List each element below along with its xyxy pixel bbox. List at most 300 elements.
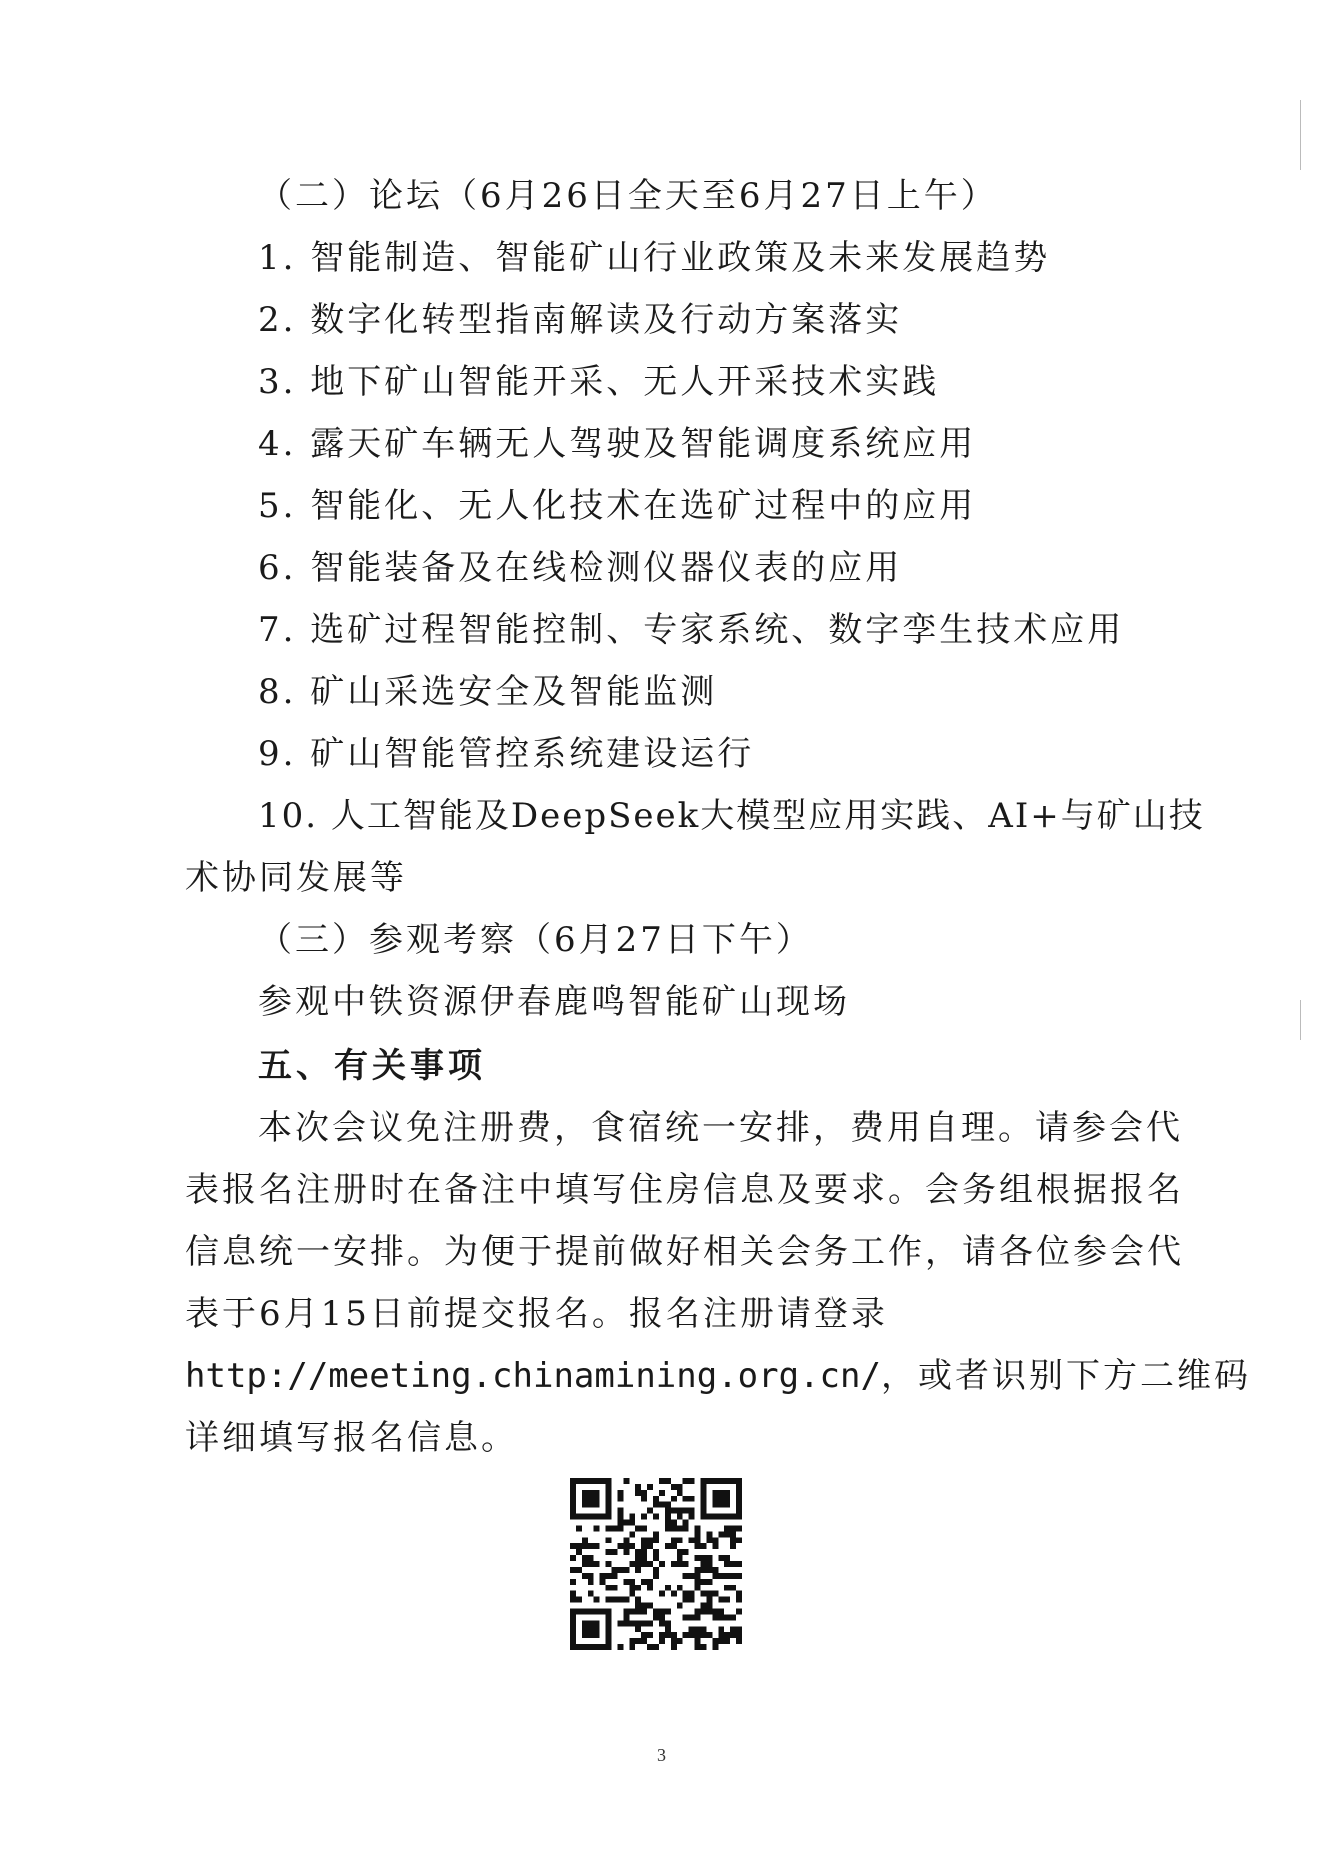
qr-module [629,1591,635,1597]
qr-module [695,1579,701,1585]
qr-module [635,1567,641,1573]
qr-module [576,1525,582,1531]
qr-module [665,1626,671,1632]
qr-module [665,1543,671,1549]
forum-item-10-line2: 术协同发展等 [185,858,407,898]
qr-module [653,1537,659,1543]
qr-module [641,1555,647,1561]
qr-module [700,1579,706,1585]
qr-module [641,1490,647,1496]
qr-module [665,1502,671,1508]
qr-module [730,1585,736,1591]
qr-module [606,1585,612,1591]
qr-module [706,1531,712,1537]
qr-module [659,1614,665,1620]
qr-module [623,1520,629,1526]
qr-module [617,1514,623,1520]
qr-module [700,1561,706,1567]
qr-module [594,1525,600,1531]
qr-module [730,1573,736,1579]
qr-module [689,1514,695,1520]
qr-module [700,1567,706,1573]
registration-url-suffix: ，或者识别下方二维码 [880,1356,1251,1396]
qr-module [683,1632,689,1638]
qr-module [683,1591,689,1597]
qr-module [677,1525,683,1531]
qr-module [730,1531,736,1537]
qr-module [683,1478,689,1484]
qr-module [635,1585,641,1591]
qr-module [647,1603,653,1609]
qr-module [730,1543,736,1549]
qr-module [617,1490,623,1496]
qr-module [641,1579,647,1585]
qr-module [612,1585,618,1591]
qr-module [629,1608,635,1614]
qr-module [695,1531,701,1537]
qr-module [606,1561,612,1567]
qr-module [665,1608,671,1614]
qr-module [647,1620,653,1626]
qr-module [641,1632,647,1638]
qr-module [736,1626,742,1632]
qr-module [671,1520,677,1526]
forum-item-7: 7. 选矿过程智能控制、专家系统、数字孪生技术应用 [258,610,1125,650]
qr-module [730,1525,736,1531]
qr-module [582,1543,588,1549]
qr-module [683,1508,689,1514]
qr-module [724,1555,730,1561]
qr-module [570,1579,576,1585]
qr-module [647,1585,653,1591]
qr-module [588,1573,594,1579]
scan-edge-mark [1300,1000,1301,1040]
qr-module [671,1496,677,1502]
qr-module [629,1543,635,1549]
qr-module [706,1561,712,1567]
qr-module [635,1549,641,1555]
qr-module [689,1478,695,1484]
qr-module [629,1531,635,1537]
qr-module [647,1543,653,1549]
qr-module [730,1632,736,1638]
qr-module [718,1531,724,1537]
qr-module [582,1555,588,1561]
matters-para-line-1: 本次会议免注册费，食宿统一安排，费用自理。请参会代 [258,1108,1183,1148]
qr-module [641,1496,647,1502]
qr-module [647,1644,653,1650]
qr-module [712,1573,718,1579]
qr-module [683,1597,689,1603]
qr-module [594,1543,600,1549]
matters-last-line: 详细填写报名信息。 [185,1418,518,1458]
qr-module [665,1478,671,1484]
qr-module [635,1525,641,1531]
qr-module [695,1537,701,1543]
qr-module [683,1525,689,1531]
qr-module [635,1484,641,1490]
qr-module [730,1537,736,1543]
qr-module [659,1591,665,1597]
qr-module [718,1597,724,1603]
qr-module [677,1537,683,1543]
matters-para-line-2: 表报名注册时在备注中填写住房信息及要求。会务组根据报名 [185,1170,1184,1210]
qr-module [588,1555,594,1561]
qr-module [623,1579,629,1585]
qr-module [617,1496,623,1502]
qr-module [570,1567,576,1573]
qr-module [718,1614,724,1620]
qr-module [635,1561,641,1567]
qr-module [629,1585,635,1591]
qr-module [665,1514,671,1520]
qr-module [736,1591,742,1597]
qr-module [683,1496,689,1502]
qr-module [706,1597,712,1603]
qr-module [712,1537,718,1543]
qr-module [695,1632,701,1638]
qr-module [653,1608,659,1614]
qr-module [671,1644,677,1650]
scan-edge-mark [1300,100,1301,170]
qr-module [641,1543,647,1549]
qr-module [677,1508,683,1514]
visit-text: 参观中铁资源伊春鹿鸣智能矿山现场 [258,982,850,1022]
qr-module [635,1597,641,1603]
qr-module [623,1478,629,1484]
qr-module [606,1597,612,1603]
qr-module [718,1608,724,1614]
forum-item-9: 9. 矿山智能管控系统建设运行 [258,734,755,774]
qr-module [623,1567,629,1573]
qr-module [629,1638,635,1644]
qr-module [683,1520,689,1526]
qr-module [617,1525,623,1531]
qr-module [570,1543,576,1549]
qr-module [700,1603,706,1609]
qr-module [689,1626,695,1632]
qr-module [712,1638,718,1644]
qr-module [653,1567,659,1573]
qr-module [683,1573,689,1579]
qr-module [700,1543,706,1549]
forum-item-10-line1: 10. 人工智能及DeepSeek大模型应用实践、AI+与矿山技 [258,796,1205,836]
qr-module [647,1508,653,1514]
qr-module [653,1644,659,1650]
qr-module [659,1620,665,1626]
qr-module [612,1567,618,1573]
qr-module [606,1573,612,1579]
qr-module [653,1614,659,1620]
qr-module [677,1585,683,1591]
qr-module [724,1561,730,1567]
qr-module [659,1502,665,1508]
qr-module [570,1597,576,1603]
qr-module [641,1561,647,1567]
registration-url-link[interactable]: http://meeting.chinamining.org.cn/ [185,1356,881,1396]
qr-module [641,1537,647,1543]
forum-item-1: 1. 智能制造、智能矿山行业政策及未来发展趋势 [258,238,1051,278]
forum-item-2: 2. 数字化转型指南解读及行动方案落实 [258,300,903,340]
qr-module [659,1478,665,1484]
qr-module [623,1597,629,1603]
qr-module [712,1644,718,1650]
qr-module [677,1514,683,1520]
qr-module [724,1573,730,1579]
qr-module [588,1561,594,1567]
qr-module [736,1632,742,1638]
qr-module [706,1537,712,1543]
qr-module [677,1561,683,1567]
matters-para-line-3: 信息统一安排。为便于提前做好相关会务工作，请各位参会代 [185,1232,1184,1272]
qr-module [736,1608,742,1614]
qr-module [606,1537,612,1543]
qr-module [612,1525,618,1531]
qr-module [700,1591,706,1597]
qr-module [695,1555,701,1561]
qr-module [653,1502,659,1508]
qr-module [635,1638,641,1644]
qr-module [576,1549,582,1555]
qr-module [700,1632,706,1638]
qr-module [653,1496,659,1502]
qr-module [582,1561,588,1567]
qr-module [600,1579,606,1585]
qr-module [689,1591,695,1597]
qr-module [635,1626,641,1632]
qr-module [695,1585,701,1591]
qr-module [724,1585,730,1591]
forum-item-8: 8. 矿山采选安全及智能监测 [258,672,718,712]
qr-module [665,1525,671,1531]
qr-module [718,1573,724,1579]
qr-module [677,1603,683,1609]
qr-module [706,1632,712,1638]
qr-module [576,1597,582,1603]
forum-item-6: 6. 智能装备及在线检测仪器仪表的应用 [258,548,903,588]
qr-module [653,1549,659,1555]
qr-module [641,1603,647,1609]
qr-module [606,1549,612,1555]
qr-module [617,1520,623,1526]
qr-module [600,1573,606,1579]
qr-module [712,1608,718,1614]
forum-heading: （二）论坛（6月26日全天至6月27日上午） [258,176,998,216]
qr-module [695,1543,701,1549]
qr-module [617,1620,623,1626]
qr-module [659,1638,665,1644]
forum-item-5: 5. 智能化、无人化技术在选矿过程中的应用 [258,486,977,526]
qr-module [677,1555,683,1561]
qr-module [671,1484,677,1490]
qr-module [665,1508,671,1514]
qr-module [617,1543,623,1549]
qr-module [724,1597,730,1603]
qr-module [570,1555,576,1561]
page-number: 3 [657,1745,666,1765]
qr-module [712,1543,718,1549]
qr-module [665,1632,671,1638]
qr-module [700,1626,706,1632]
qr-module [635,1603,641,1609]
qr-module [689,1508,695,1514]
qr-module [629,1579,635,1585]
qr-module [736,1573,742,1579]
qr-module [695,1614,701,1620]
qr-module [718,1638,724,1644]
qr-module [677,1484,683,1490]
qr-module [629,1644,635,1650]
qr-module [635,1608,641,1614]
qr-module [629,1520,635,1526]
qr-module [617,1644,623,1650]
registration-url-line [185,1356,1251,1396]
qr-module [689,1597,695,1603]
qr-module [671,1525,677,1531]
qr-module [659,1490,665,1496]
qr-module [659,1561,665,1567]
qr-module [588,1543,594,1549]
qr-module [689,1614,695,1620]
qr-module [724,1632,730,1638]
qr-module [712,1591,718,1597]
qr-module [612,1573,618,1579]
qr-module [594,1561,600,1567]
qr-module [671,1638,677,1644]
qr-module [736,1525,742,1531]
qr-module [665,1585,671,1591]
qr-module [588,1579,594,1585]
qr-module [647,1579,653,1585]
qr-module [617,1597,623,1603]
qr-module [653,1573,659,1579]
qr-module [623,1620,629,1626]
matters-para-line-4: 表于6月15日前提交报名。报名注册请登录 [185,1294,888,1334]
qr-module [706,1555,712,1561]
qr-module [718,1626,724,1632]
qr-module [594,1597,600,1603]
qr-module [736,1638,742,1644]
qr-module [653,1514,659,1520]
qr-module [718,1555,724,1561]
qr-module [671,1632,677,1638]
qr-module [677,1638,683,1644]
qr-module [641,1549,647,1555]
qr-module [730,1626,736,1632]
qr-module [647,1537,653,1543]
qr-module [641,1620,647,1626]
qr-module [706,1579,712,1585]
qr-module [671,1543,677,1549]
qr-module [695,1608,701,1614]
qr-module [576,1567,582,1573]
qr-module [683,1561,689,1567]
visit-heading: （三）参观考察（6月27日下午） [258,920,813,960]
qr-module [677,1549,683,1555]
qr-module [623,1608,629,1614]
qr-module [647,1632,653,1638]
forum-item-4: 4. 露天矿车辆无人驾驶及智能调度系统应用 [258,424,977,464]
qr-module [641,1525,647,1531]
qr-module [623,1549,629,1555]
qr-module [641,1514,647,1520]
qr-module [724,1614,730,1620]
qr-module [695,1638,701,1644]
qr-module [695,1644,701,1650]
qr-module [683,1549,689,1555]
qr-module [671,1537,677,1543]
qr-module [659,1608,665,1614]
qr-module [689,1537,695,1543]
qr-module [635,1620,641,1626]
qr-module [700,1644,706,1650]
qr-module [623,1537,629,1543]
qr-module [671,1591,677,1597]
qr-module [671,1561,677,1567]
qr-module [700,1555,706,1561]
qr-module [647,1484,653,1490]
qr-module [695,1567,701,1573]
qr-module [695,1525,701,1531]
qr-module [736,1597,742,1603]
qr-module [695,1626,701,1632]
qr-module [724,1638,730,1644]
qr-module [724,1525,730,1531]
matters-heading: 五、有关事项 [258,1046,486,1086]
qr-module [730,1614,736,1620]
qr-module [724,1531,730,1537]
qr-module [576,1543,582,1549]
qr-module [570,1591,576,1597]
qr-module [612,1597,618,1603]
qr-module [706,1591,712,1597]
qr-module [647,1561,653,1567]
qr-module [623,1614,629,1620]
qr-module [653,1555,659,1561]
qr-module [671,1508,677,1514]
qr-module [635,1490,641,1496]
qr-module [683,1614,689,1620]
qr-module [659,1632,665,1638]
qr-module [582,1537,588,1543]
qr-module [635,1555,641,1561]
qr-module [641,1638,647,1644]
qr-module [665,1520,671,1526]
qr-module [653,1531,659,1537]
qr-module [665,1620,671,1626]
qr-module [712,1614,718,1620]
qr-module [617,1567,623,1573]
qr-module [689,1632,695,1638]
registration-qr-code[interactable] [570,1478,742,1650]
qr-module [706,1608,712,1614]
qr-module [677,1490,683,1496]
qr-module [718,1632,724,1638]
qr-module [712,1567,718,1573]
qr-module [617,1508,623,1514]
qr-module [629,1561,635,1567]
qr-module [689,1573,695,1579]
qr-module [689,1496,695,1502]
qr-module [629,1620,635,1626]
qr-module [606,1525,612,1531]
qr-module [736,1537,742,1543]
qr-module [736,1561,742,1567]
qr-module [700,1608,706,1614]
qr-module [629,1514,635,1520]
qr-module [623,1543,629,1549]
qr-module [588,1591,594,1597]
